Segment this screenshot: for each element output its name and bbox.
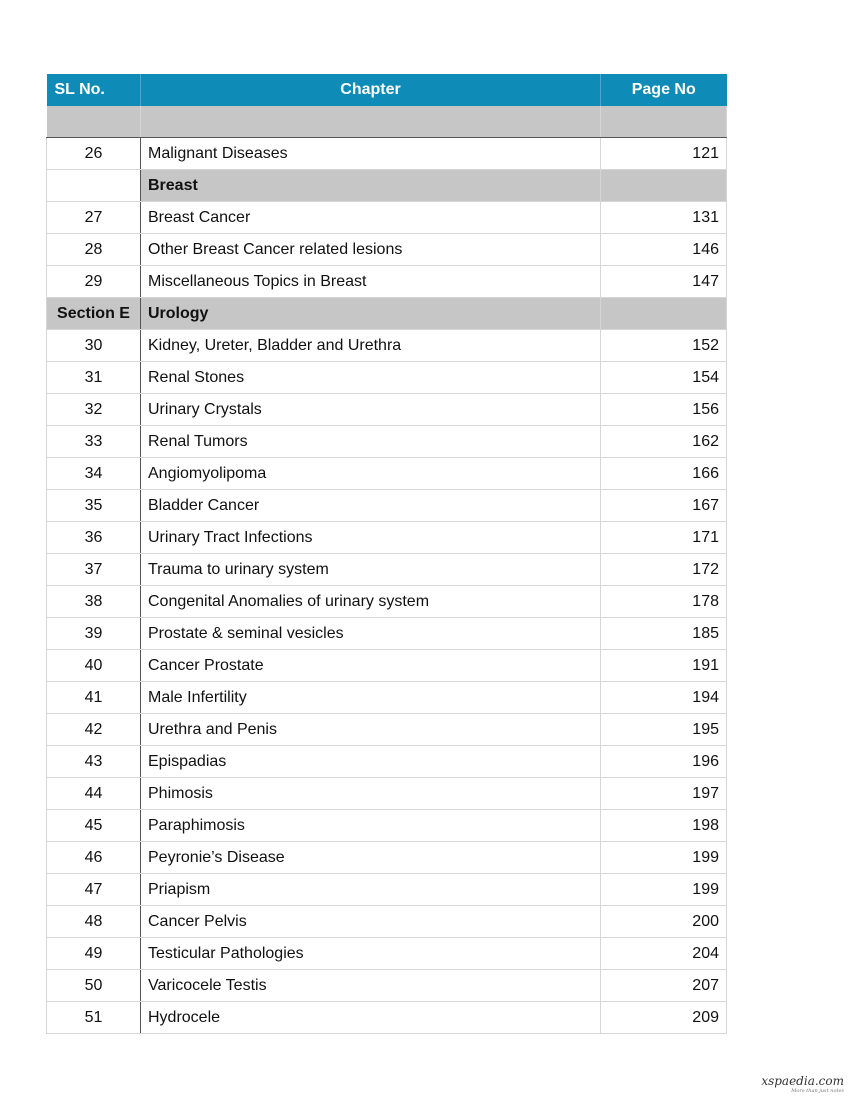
page-cell: 167 bbox=[601, 490, 727, 522]
page-cell: 121 bbox=[601, 138, 727, 170]
chapter-cell: Testicular Pathologies bbox=[141, 938, 601, 970]
page-cell: 162 bbox=[601, 426, 727, 458]
chapter-cell: Hydrocele bbox=[141, 1002, 601, 1034]
page-cell: 194 bbox=[601, 682, 727, 714]
sl-cell bbox=[47, 106, 141, 138]
chapter-cell: Congenital Anomalies of urinary system bbox=[141, 586, 601, 618]
chapter-cell: Cancer Pelvis bbox=[141, 906, 601, 938]
sl-cell: 37 bbox=[47, 554, 141, 586]
table-row bbox=[47, 234, 727, 266]
page-cell: 209 bbox=[601, 1002, 727, 1034]
page-cell: 131 bbox=[601, 202, 727, 234]
table-header-row bbox=[47, 74, 727, 106]
chapter-cell: Malignant Diseases bbox=[141, 138, 601, 170]
watermark-site: xspaedia.com bbox=[761, 1074, 844, 1088]
table-row bbox=[47, 522, 727, 554]
table-row bbox=[47, 1002, 727, 1034]
sl-cell: 46 bbox=[47, 842, 141, 874]
sl-cell: Section E bbox=[47, 298, 141, 330]
page-cell: 200 bbox=[601, 906, 727, 938]
page-cell: 154 bbox=[601, 362, 727, 394]
table-row bbox=[47, 746, 727, 778]
page-cell: 199 bbox=[601, 842, 727, 874]
sl-cell: 48 bbox=[47, 906, 141, 938]
column-header-page-no: Page No bbox=[601, 74, 727, 106]
table-row bbox=[47, 458, 727, 490]
table-row bbox=[47, 330, 727, 362]
sl-cell: 26 bbox=[47, 138, 141, 170]
sl-cell: 49 bbox=[47, 938, 141, 970]
chapter-cell: Peyronie’s Disease bbox=[141, 842, 601, 874]
table-row bbox=[47, 618, 727, 650]
chapter-cell: Trauma to urinary system bbox=[141, 554, 601, 586]
column-header-chapter: Chapter bbox=[141, 74, 601, 106]
sl-cell: 35 bbox=[47, 490, 141, 522]
sl-cell bbox=[47, 170, 141, 202]
page-cell: 197 bbox=[601, 778, 727, 810]
sl-cell: 51 bbox=[47, 1002, 141, 1034]
sl-cell: 39 bbox=[47, 618, 141, 650]
chapter-cell bbox=[141, 106, 601, 138]
sl-cell: 44 bbox=[47, 778, 141, 810]
sl-cell: 29 bbox=[47, 266, 141, 298]
section-header-row bbox=[47, 298, 727, 330]
chapter-cell: Cancer Prostate bbox=[141, 650, 601, 682]
table-row bbox=[47, 266, 727, 298]
page-cell: 196 bbox=[601, 746, 727, 778]
page-cell: 171 bbox=[601, 522, 727, 554]
watermark-tagline: More than just notes bbox=[791, 1088, 844, 1094]
table-row bbox=[47, 394, 727, 426]
sl-cell: 50 bbox=[47, 970, 141, 1002]
chapter-cell: Breast Cancer bbox=[141, 202, 601, 234]
page-cell: 146 bbox=[601, 234, 727, 266]
table-row bbox=[47, 202, 727, 234]
sl-cell: 43 bbox=[47, 746, 141, 778]
chapter-cell: Paraphimosis bbox=[141, 810, 601, 842]
section-header-row bbox=[47, 170, 727, 202]
sl-cell: 40 bbox=[47, 650, 141, 682]
table-row bbox=[47, 362, 727, 394]
table-row bbox=[47, 490, 727, 522]
sl-cell: 28 bbox=[47, 234, 141, 266]
chapter-cell: Male Infertility bbox=[141, 682, 601, 714]
page-cell: 166 bbox=[601, 458, 727, 490]
chapter-cell: Varicocele Testis bbox=[141, 970, 601, 1002]
sl-cell: 27 bbox=[47, 202, 141, 234]
page-cell: 191 bbox=[601, 650, 727, 682]
chapter-cell: Breast bbox=[141, 170, 601, 202]
chapter-cell: Bladder Cancer bbox=[141, 490, 601, 522]
page-cell bbox=[601, 106, 727, 138]
sl-cell: 42 bbox=[47, 714, 141, 746]
table-row bbox=[47, 842, 727, 874]
page-cell: 204 bbox=[601, 938, 727, 970]
table-row bbox=[47, 906, 727, 938]
page-cell: 185 bbox=[601, 618, 727, 650]
table-row bbox=[47, 426, 727, 458]
chapter-cell: Prostate & seminal vesicles bbox=[141, 618, 601, 650]
chapter-cell: Urethra and Penis bbox=[141, 714, 601, 746]
table-row bbox=[47, 138, 727, 170]
page-cell bbox=[601, 298, 727, 330]
page-cell: 156 bbox=[601, 394, 727, 426]
page-cell: 178 bbox=[601, 586, 727, 618]
table-row bbox=[47, 714, 727, 746]
sl-cell: 32 bbox=[47, 394, 141, 426]
page-cell bbox=[601, 170, 727, 202]
sl-cell: 31 bbox=[47, 362, 141, 394]
chapter-cell: Renal Stones bbox=[141, 362, 601, 394]
chapter-cell: Kidney, Ureter, Bladder and Urethra bbox=[141, 330, 601, 362]
table-body bbox=[47, 106, 727, 1034]
page-cell: 147 bbox=[601, 266, 727, 298]
table-row bbox=[47, 554, 727, 586]
page-cell: 207 bbox=[601, 970, 727, 1002]
table-of-contents bbox=[46, 74, 727, 1034]
chapter-cell: Phimosis bbox=[141, 778, 601, 810]
sl-cell: 41 bbox=[47, 682, 141, 714]
table-row bbox=[47, 650, 727, 682]
sl-cell: 33 bbox=[47, 426, 141, 458]
table-row bbox=[47, 938, 727, 970]
table-row bbox=[47, 810, 727, 842]
table-row bbox=[47, 586, 727, 618]
page-cell: 195 bbox=[601, 714, 727, 746]
page-cell: 152 bbox=[601, 330, 727, 362]
page-cell: 199 bbox=[601, 874, 727, 906]
chapter-cell: Urology bbox=[141, 298, 601, 330]
chapter-cell: Angiomyolipoma bbox=[141, 458, 601, 490]
table-row bbox=[47, 874, 727, 906]
table-row bbox=[47, 682, 727, 714]
sl-cell: 47 bbox=[47, 874, 141, 906]
spacer-row bbox=[47, 106, 727, 138]
table-row bbox=[47, 778, 727, 810]
page-cell: 198 bbox=[601, 810, 727, 842]
chapter-cell: Urinary Crystals bbox=[141, 394, 601, 426]
sl-cell: 38 bbox=[47, 586, 141, 618]
sl-cell: 45 bbox=[47, 810, 141, 842]
watermark bbox=[761, 1074, 844, 1094]
chapter-cell: Other Breast Cancer related lesions bbox=[141, 234, 601, 266]
chapter-cell: Priapism bbox=[141, 874, 601, 906]
chapter-cell: Urinary Tract Infections bbox=[141, 522, 601, 554]
column-header-sl-no: SL No. bbox=[47, 74, 141, 106]
sl-cell: 34 bbox=[47, 458, 141, 490]
sl-cell: 36 bbox=[47, 522, 141, 554]
chapter-cell: Epispadias bbox=[141, 746, 601, 778]
page-cell: 172 bbox=[601, 554, 727, 586]
chapter-cell: Miscellaneous Topics in Breast bbox=[141, 266, 601, 298]
sl-cell: 30 bbox=[47, 330, 141, 362]
table-row bbox=[47, 970, 727, 1002]
chapter-cell: Renal Tumors bbox=[141, 426, 601, 458]
